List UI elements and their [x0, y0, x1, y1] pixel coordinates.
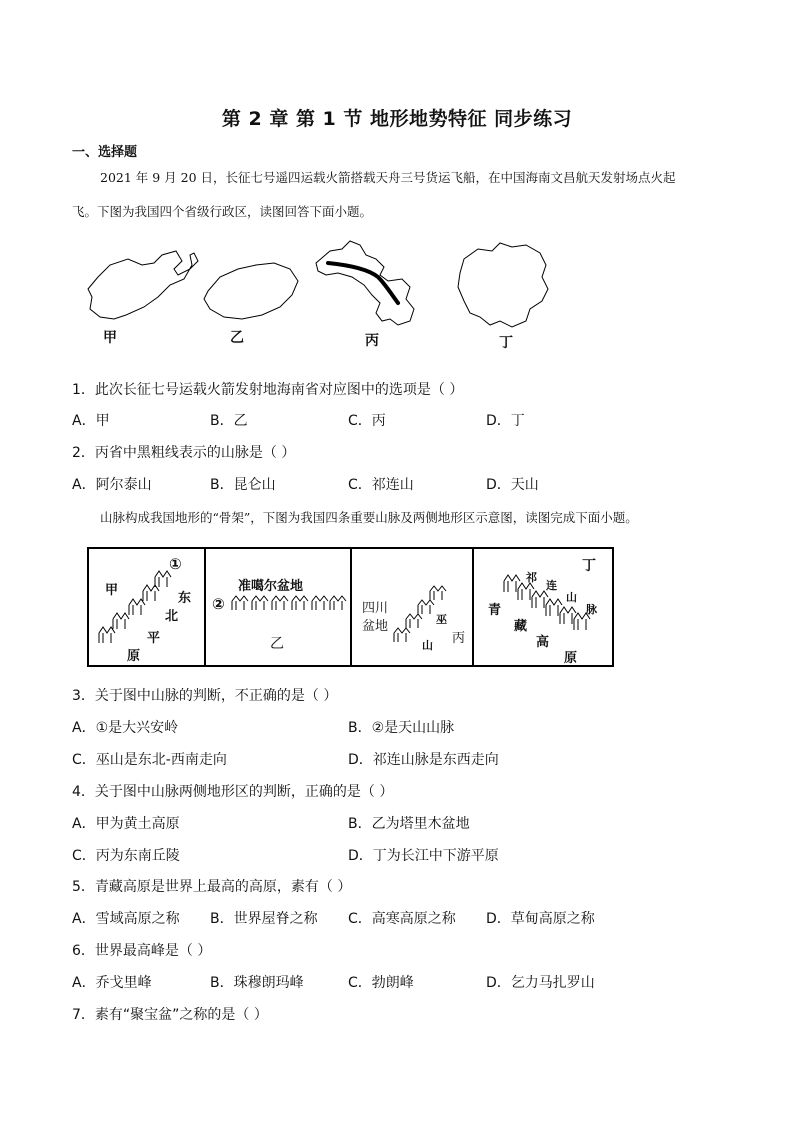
intro-line-1: 2021 年 9 月 20 日，长征七号遥四运载火箭搭载天舟三号货运飞船，在中国海南文昌航天发射场点火起 [100, 170, 676, 185]
q6-option-d: D．乞力马扎罗山 [486, 975, 595, 991]
label-jia: 甲 [105, 583, 119, 598]
intro-line-2: 飞。下图为我国四个省级行政区，读图回答下面小题。 [72, 204, 373, 219]
q1-option-a: A．甲 [72, 413, 110, 429]
q2-option-c: C．祁连山 [348, 477, 414, 493]
label-shan: 山 [422, 639, 433, 652]
mountains-schematic-figure [87, 547, 614, 667]
q5-option-b: B．世界屋脊之称 [210, 911, 318, 927]
label-junggar-basin: 准噶尔盆地 [238, 579, 304, 594]
page-title: 第 2 章 第 1 节 地形地势特征 同步练习 [221, 108, 573, 130]
q6-option-a: A．乔戈里峰 [72, 975, 152, 991]
label-dong: 东 [178, 591, 192, 606]
intro-paragraph-1 [72, 168, 732, 220]
label-sichuan-2: 盆地 [362, 619, 389, 634]
map-label-ding: 丁 [499, 335, 513, 351]
label-gao: 高 [536, 635, 550, 650]
q4-option-a: A．甲为黄土高原 [72, 816, 180, 832]
map-label-yi: 乙 [230, 330, 244, 346]
label-wu: 巫 [436, 613, 447, 626]
q3-option-d: D．祁连山脉是东西走向 [348, 752, 499, 768]
q2-option-d: D．天山 [486, 477, 539, 493]
province-outline-yi [204, 263, 298, 319]
province-outline-bing [316, 241, 414, 325]
panel-northeast [89, 549, 206, 665]
q3-option-c: C．巫山是东北-西南走向 [72, 752, 227, 768]
q2-option-b: B．昆仑山 [210, 477, 276, 493]
q6-option-b: B．珠穆朗玛峰 [210, 975, 304, 991]
mountain-range-thick-line [328, 263, 398, 303]
q1-option-b: B．乙 [210, 413, 248, 429]
label-sichuan-1: 四川 [362, 601, 389, 616]
map-label-jia: 甲 [103, 330, 117, 346]
label-bing: 丙 [452, 631, 466, 646]
q3-option-b: B．②是天山山脉 [348, 720, 455, 736]
province-outline-jia [88, 251, 198, 319]
panel-wushan [352, 549, 474, 665]
section-heading: 一、选择题 [72, 145, 138, 160]
label-yuan-2: 原 [564, 651, 578, 666]
q5-option-c: C．高寒高原之称 [348, 911, 456, 927]
label-ding: 丁 [582, 558, 596, 574]
label-yi: 乙 [270, 636, 284, 652]
label-zang: 藏 [514, 619, 528, 634]
q3-option-a: A．①是大兴安岭 [72, 720, 179, 736]
label-qilian-shan: 山 [566, 591, 577, 604]
province-outline-ding [458, 243, 548, 327]
question-1: 1．此次长征七号运载火箭发射地海南省对应图中的选项是（ ） [72, 382, 464, 398]
label-qi: 祁 [526, 571, 537, 584]
label-qing: 青 [488, 603, 502, 618]
mountain-ridges-1 [89, 549, 206, 665]
question-6: 6．世界最高峰是（ ） [72, 943, 212, 959]
label-bei: 北 [165, 609, 179, 624]
label-mai: 脉 [586, 603, 597, 616]
q4-option-c: C．丙为东南丘陵 [72, 848, 180, 864]
label-lian: 连 [546, 579, 557, 592]
q4-option-d: D．丁为长江中下游平原 [348, 848, 499, 864]
question-5: 5．青藏高原是世界上最高的高原，素有（ ） [72, 879, 352, 895]
q6-option-c: C．勃朗峰 [348, 975, 414, 991]
question-3: 3．关于图中山脉的判断，不正确的是（ ） [72, 688, 338, 704]
intro-paragraph-2: 山脉构成我国地形的“骨架”，下图为我国四条重要山脉及两侧地形区示意图，读图完成下面小题。 [100, 510, 638, 525]
panel-qilian [474, 549, 612, 665]
marker-circle-2: ② [212, 595, 225, 613]
province-outlines-figure [80, 235, 560, 355]
q5-option-a: A．雪域高原之称 [72, 911, 180, 927]
q2-option-a: A．阿尔泰山 [72, 477, 152, 493]
label-yuan: 原 [127, 649, 141, 664]
q1-option-c: C．丙 [348, 413, 386, 429]
q5-option-d: D．草甸高原之称 [486, 911, 595, 927]
q4-option-b: B．乙为塔里木盆地 [348, 816, 470, 832]
panel-tianshan [206, 549, 352, 665]
map-label-bing: 丙 [365, 333, 379, 349]
marker-circle-1: ① [169, 555, 182, 573]
question-7: 7．素有“聚宝盆”之称的是（ ） [72, 1007, 268, 1023]
label-ping: 平 [147, 631, 161, 646]
question-4: 4．关于图中山脉两侧地形区的判断，正确的是（ ） [72, 784, 394, 800]
q1-option-d: D．丁 [486, 413, 525, 429]
question-2: 2．丙省中黑粗线表示的山脉是（ ） [72, 445, 296, 461]
